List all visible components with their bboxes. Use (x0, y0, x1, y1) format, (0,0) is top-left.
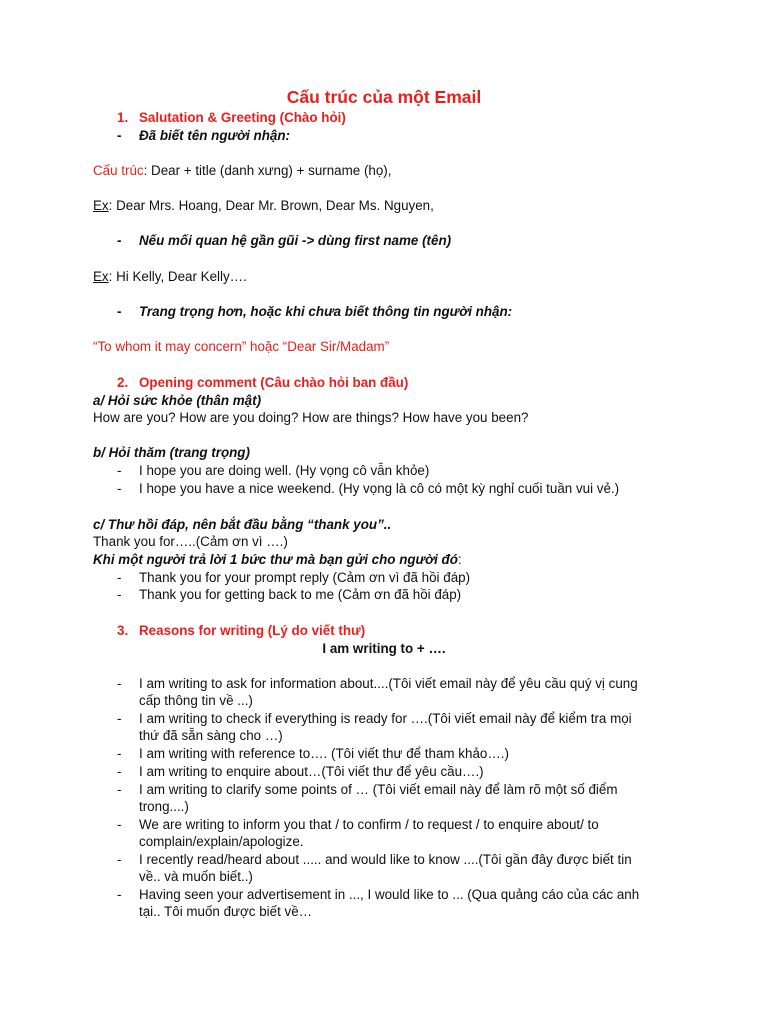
bullet-dash: - (117, 233, 122, 248)
s2-a-title: a/ Hỏi sức khỏe (thân mật) (93, 393, 262, 408)
c-note-colon: : (457, 552, 462, 567)
ex2-text: : Hi Kelly, Dear Kelly…. (108, 269, 247, 284)
section-1-heading: Salutation & Greeting (Chào hỏi) (139, 110, 346, 125)
bullet-dash: - (117, 711, 122, 726)
s3-item-cont: tại.. Tôi muốn được biết về… (139, 904, 313, 919)
s3-item-cont: cấp thông tin về ...) (139, 693, 253, 708)
s3-subheading: I am writing to + …. (322, 641, 446, 656)
s1-example-2 (93, 268, 247, 285)
section-2-number: 2. (117, 375, 129, 390)
s3-item: I am writing to clarify some points of … (Tôi viết email này để làm rõ một số điểm (139, 782, 618, 797)
ex-label: Ex (93, 269, 109, 284)
section-1-number: 1. (117, 110, 129, 125)
structure-label: Cấu trúc (93, 163, 144, 178)
bullet-dash: - (117, 852, 122, 867)
ex-label: Ex (93, 198, 109, 213)
s1-example-1 (93, 197, 434, 214)
s1-bullet-formal: Trang trọng hơn, hoặc khi chưa biết thông tin người nhận: (139, 304, 513, 319)
bullet-dash: - (117, 304, 122, 319)
s3-item: I am writing with reference to…. (Tôi viết thư để tham khảo….) (139, 746, 509, 761)
s3-item: I am writing to enquire about…(Tôi viết thư để yêu cầu….) (139, 764, 484, 779)
s2-b-item: I hope you have a nice weekend. (Hy vọng là cô có một kỳ nghỉ cuối tuần vui vẻ.) (139, 481, 620, 496)
s2-a-text: How are you? How are you doing? How are things? How have you been? (93, 410, 529, 425)
s1-structure-line (93, 162, 392, 179)
document-title: Cấu trúc của một Email (286, 87, 482, 107)
ex1-text: : Dear Mrs. Hoang, Dear Mr. Brown, Dear Ms. Nguyen, (108, 198, 434, 213)
s2-c-item: Thank you for getting back to me (Cảm ơn đã hồi đáp) (139, 587, 462, 602)
s2-b-item: I hope you are doing well. (Hy vọng cô vẫn khỏe) (139, 463, 430, 478)
structure-text: : Dear + title (danh xưng) + surname (họ), (143, 163, 392, 178)
bullet-dash: - (117, 676, 122, 691)
bullet-dash: - (117, 817, 122, 832)
s3-item: We are writing to inform you that / to confirm / to request / to enquire about/ to (139, 817, 599, 832)
s2-c-item: Thank you for your prompt reply (Cảm ơn vì đã hồi đáp) (139, 570, 471, 585)
s2-c-title: c/ Thư hồi đáp, nên bắt đầu bằng “thank you”.. (93, 517, 392, 532)
s3-item: I am writing to ask for information about....(Tôi viết email này để yêu cầu quý vị cung (139, 676, 638, 691)
s1-formal-greeting: “To whom it may concern” hoặc “Dear Sir/Madam” (93, 339, 390, 354)
s3-item: I am writing to check if everything is ready for ….(Tôi viết email này để kiểm tra mọi (139, 711, 632, 726)
bullet-dash: - (117, 570, 122, 585)
section-3-heading: Reasons for writing (Lý do viết thư) (139, 623, 366, 638)
bullet-dash: - (117, 587, 122, 602)
s3-item-cont: về.. và muốn biết..) (139, 869, 253, 884)
s2-c-text: Thank you for…..(Cảm ơn vì ….) (93, 534, 288, 549)
bullet-dash: - (117, 782, 122, 797)
s2-b-title: b/ Hỏi thăm (trang trọng) (93, 445, 250, 460)
section-2-heading: Opening comment (Câu chào hỏi ban đầu) (139, 375, 409, 390)
s3-item-cont: thứ đã sẵn sàng cho …) (139, 728, 283, 743)
bullet-dash: - (117, 128, 122, 143)
s3-item: Having seen your advertisement in ..., I would like to ... (Qua quảng cáo của các anh (139, 887, 640, 902)
bullet-dash: - (117, 481, 122, 496)
s3-item: I recently read/heard about ..... and would like to know ....(Tôi gần đây được biết tin (139, 852, 632, 867)
s1-bullet-close-relation: Nếu mối quan hệ gần gũi -> dùng first name (tên) (139, 233, 452, 248)
bullet-dash: - (117, 764, 122, 779)
c-note-text: Khi một người trả lời 1 bức thư mà bạn gửi cho người đó (93, 552, 458, 567)
bullet-dash: - (117, 746, 122, 761)
bullet-dash: - (117, 887, 122, 902)
bullet-dash: - (117, 463, 122, 478)
s3-item-cont: trong....) (139, 799, 189, 814)
s2-c-note (93, 551, 462, 568)
section-3-number: 3. (117, 623, 129, 638)
s1-bullet-known-name: Đã biết tên người nhận: (139, 128, 290, 143)
s3-item-cont: complain/explain/apologize. (139, 834, 304, 849)
